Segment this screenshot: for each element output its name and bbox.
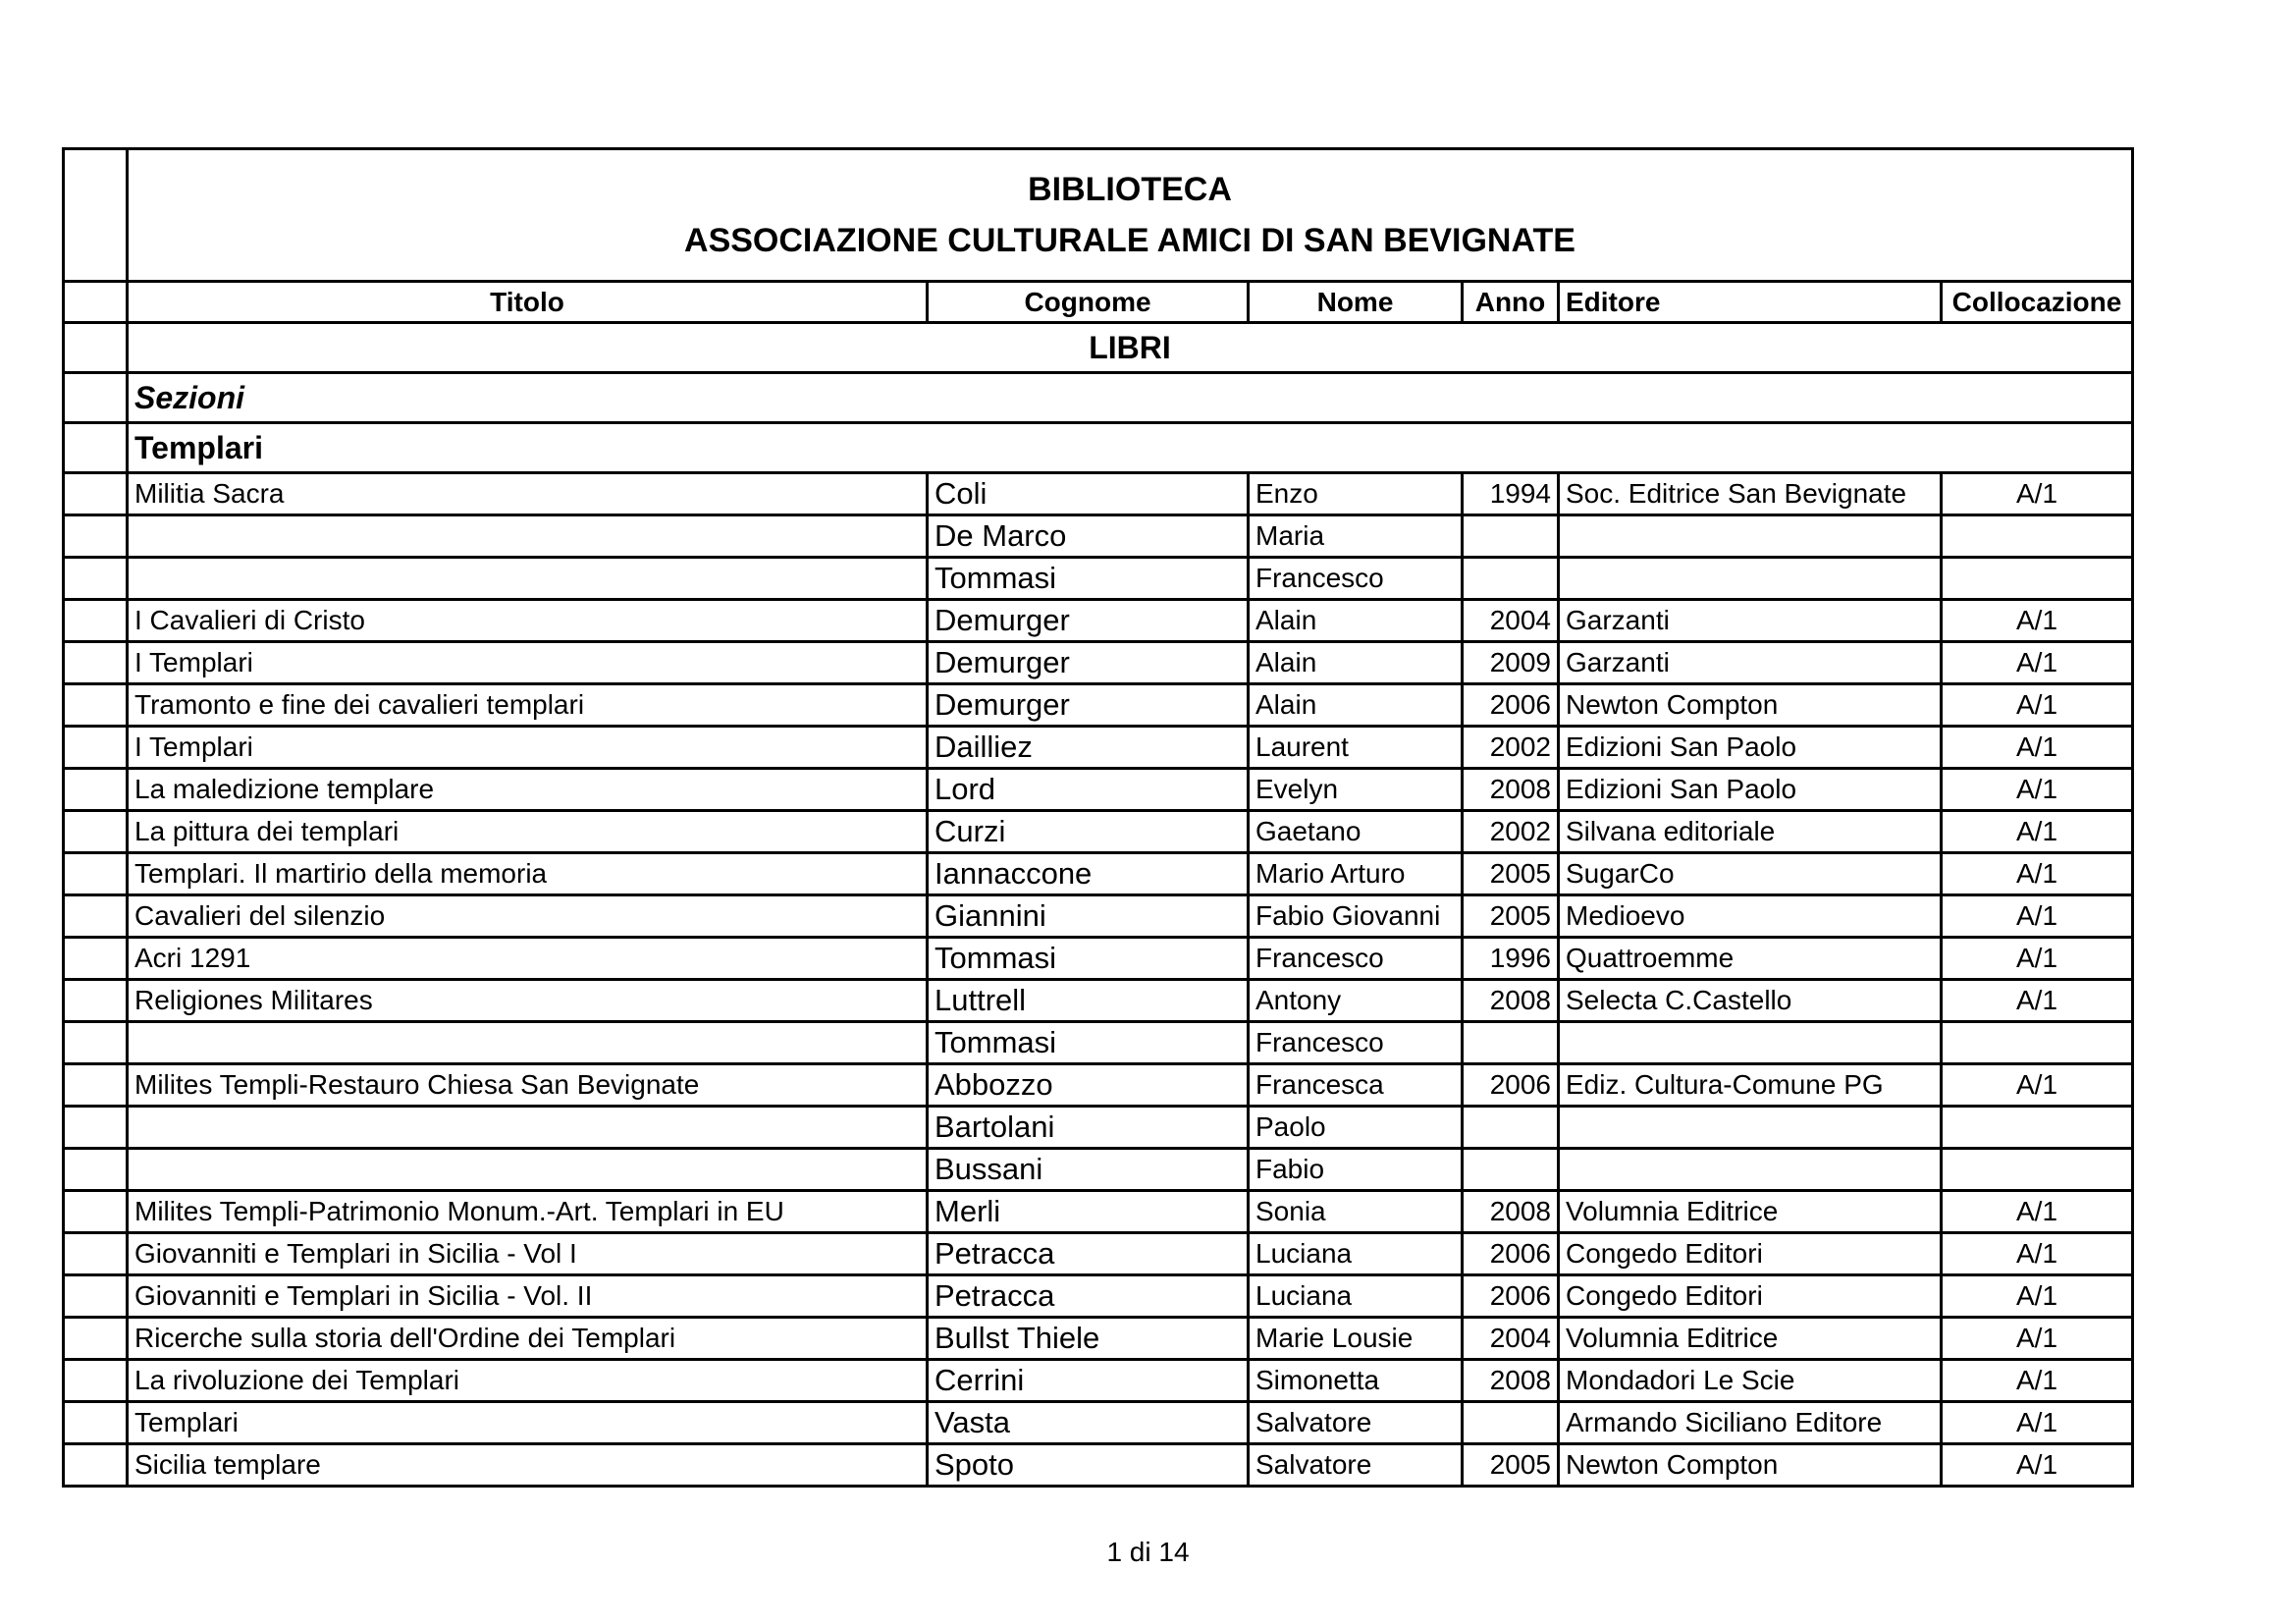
cell-titolo <box>128 1149 928 1191</box>
cell-anno <box>1463 1022 1559 1064</box>
cell-editore: Soc. Editrice San Bevignate <box>1559 473 1942 515</box>
cell-cognome: Luttrell <box>928 980 1249 1022</box>
cell-nome: Laurent <box>1249 727 1463 769</box>
table-row <box>64 1107 2133 1149</box>
cell-cognome: Abbozzo <box>928 1064 1249 1107</box>
cell-anno: 2006 <box>1463 1275 1559 1318</box>
cell-nome: Luciana <box>1249 1233 1463 1275</box>
cell-collocazione <box>1942 515 2133 558</box>
cell-nome: Enzo <box>1249 473 1463 515</box>
cell-titolo: Religiones Militares <box>128 980 928 1022</box>
cell-cognome: Cerrini <box>928 1360 1249 1402</box>
cell-editore: Newton Compton <box>1559 684 1942 727</box>
cell-editore: Newton Compton <box>1559 1444 1942 1487</box>
cell-nome: Salvatore <box>1249 1402 1463 1444</box>
cell-editore: Garzanti <box>1559 642 1942 684</box>
cell-collocazione: A/1 <box>1942 473 2133 515</box>
cell-collocazione: A/1 <box>1942 895 2133 938</box>
cell-nome: Francesco <box>1249 1022 1463 1064</box>
cell-titolo: Cavalieri del silenzio <box>128 895 928 938</box>
margin-cell <box>64 282 128 323</box>
cell-titolo: Giovanniti e Templari in Sicilia - Vol. II <box>128 1275 928 1318</box>
section-row-templari <box>64 423 2133 473</box>
cell-cognome: Bullst Thiele <box>928 1318 1249 1360</box>
cell-cognome: De Marco <box>928 515 1249 558</box>
cell-anno: 2005 <box>1463 1444 1559 1487</box>
cell-cognome: Tommasi <box>928 1022 1249 1064</box>
cell-editore: Quattroemme <box>1559 938 1942 980</box>
cell-cognome: Iannaccone <box>928 853 1249 895</box>
cell-cognome: Demurger <box>928 684 1249 727</box>
column-header-cognome: Cognome <box>928 282 1249 323</box>
table-row <box>64 769 2133 811</box>
cell-cognome: Petracca <box>928 1275 1249 1318</box>
cell-collocazione <box>1942 1149 2133 1191</box>
section-row-sezioni <box>64 373 2133 423</box>
margin-cell <box>64 1402 128 1444</box>
margin-cell <box>64 515 128 558</box>
cell-anno: 1994 <box>1463 473 1559 515</box>
cell-cognome: Bussani <box>928 1149 1249 1191</box>
cell-nome: Simonetta <box>1249 1360 1463 1402</box>
margin-cell <box>64 373 128 423</box>
cell-titolo: La pittura dei templari <box>128 811 928 853</box>
cell-nome: Mario Arturo <box>1249 853 1463 895</box>
cell-anno <box>1463 1402 1559 1444</box>
cell-anno: 2008 <box>1463 1191 1559 1233</box>
cell-titolo: I Templari <box>128 642 928 684</box>
cell-anno: 2009 <box>1463 642 1559 684</box>
cell-editore <box>1559 1107 1942 1149</box>
cell-titolo: Militia Sacra <box>128 473 928 515</box>
cell-cognome: Demurger <box>928 642 1249 684</box>
cell-editore: Congedo Editori <box>1559 1233 1942 1275</box>
cell-cognome: Dailliez <box>928 727 1249 769</box>
cell-titolo: I Templari <box>128 727 928 769</box>
cell-nome: Antony <box>1249 980 1463 1022</box>
cell-anno <box>1463 1149 1559 1191</box>
cell-nome: Francesca <box>1249 1064 1463 1107</box>
cell-editore: Congedo Editori <box>1559 1275 1942 1318</box>
cell-titolo: Milites Templi-Patrimonio Monum.-Art. Templari in EU <box>128 1191 928 1233</box>
cell-anno: 2005 <box>1463 895 1559 938</box>
cell-collocazione: A/1 <box>1942 684 2133 727</box>
margin-cell <box>64 558 128 600</box>
margin-cell <box>64 1275 128 1318</box>
cell-titolo: Templari <box>128 1402 928 1444</box>
title-line-association: ASSOCIAZIONE CULTURALE AMICI DI SAN BEVIGNATE <box>684 222 1575 259</box>
margin-cell <box>64 642 128 684</box>
cell-collocazione: A/1 <box>1942 1444 2133 1487</box>
cell-collocazione: A/1 <box>1942 1191 2133 1233</box>
section-label-templari: Templari <box>128 423 2133 473</box>
margin-cell <box>64 895 128 938</box>
table-row <box>64 600 2133 642</box>
cell-cognome: Lord <box>928 769 1249 811</box>
table-row <box>64 1149 2133 1191</box>
cell-anno: 2002 <box>1463 727 1559 769</box>
cell-editore: Garzanti <box>1559 600 1942 642</box>
margin-cell <box>64 1022 128 1064</box>
cell-anno: 2004 <box>1463 600 1559 642</box>
cell-nome: Francesco <box>1249 938 1463 980</box>
cell-titolo <box>128 515 928 558</box>
table-row <box>64 1191 2133 1233</box>
table-row <box>64 980 2133 1022</box>
margin-cell <box>64 980 128 1022</box>
cell-titolo <box>128 1022 928 1064</box>
cell-cognome: Demurger <box>928 600 1249 642</box>
column-header-editore: Editore <box>1559 282 1942 323</box>
cell-editore <box>1559 1149 1942 1191</box>
title-line-biblioteca: BIBLIOTECA <box>1028 171 1232 208</box>
column-header-anno: Anno <box>1463 282 1559 323</box>
cell-editore: Silvana editoriale <box>1559 811 1942 853</box>
library-catalog-table <box>62 147 2134 1488</box>
cell-titolo <box>128 558 928 600</box>
cell-collocazione: A/1 <box>1942 1275 2133 1318</box>
column-header-collocazione: Collocazione <box>1942 282 2133 323</box>
cell-collocazione: A/1 <box>1942 1318 2133 1360</box>
cell-nome: Sonia <box>1249 1191 1463 1233</box>
cell-nome: Marie Lousie <box>1249 1318 1463 1360</box>
cell-nome: Luciana <box>1249 1275 1463 1318</box>
table-row <box>64 642 2133 684</box>
table-row <box>64 1402 2133 1444</box>
cell-editore: Volumnia Editrice <box>1559 1191 1942 1233</box>
cell-editore: Edizioni San Paolo <box>1559 769 1942 811</box>
cell-titolo: Tramonto e fine dei cavalieri templari <box>128 684 928 727</box>
margin-cell <box>64 149 128 282</box>
cell-collocazione: A/1 <box>1942 727 2133 769</box>
cell-collocazione <box>1942 1022 2133 1064</box>
table-row <box>64 1064 2133 1107</box>
cell-collocazione: A/1 <box>1942 1402 2133 1444</box>
column-header-titolo: Titolo <box>128 282 928 323</box>
cell-editore <box>1559 1022 1942 1064</box>
cell-anno: 2008 <box>1463 980 1559 1022</box>
table-row <box>64 1233 2133 1275</box>
margin-cell <box>64 727 128 769</box>
cell-titolo: Giovanniti e Templari in Sicilia - Vol I <box>128 1233 928 1275</box>
section-row-libri <box>64 323 2133 373</box>
margin-cell <box>64 1233 128 1275</box>
table-row <box>64 853 2133 895</box>
table-row <box>64 1444 2133 1487</box>
cell-anno: 2005 <box>1463 853 1559 895</box>
cell-titolo: La rivoluzione dei Templari <box>128 1360 928 1402</box>
cell-editore <box>1559 558 1942 600</box>
margin-cell <box>64 1360 128 1402</box>
margin-cell <box>64 853 128 895</box>
cell-nome: Maria <box>1249 515 1463 558</box>
cell-cognome: Giannini <box>928 895 1249 938</box>
cell-cognome: Tommasi <box>928 558 1249 600</box>
cell-nome: Fabio Giovanni <box>1249 895 1463 938</box>
cell-editore: Armando Siciliano Editore <box>1559 1402 1942 1444</box>
cell-collocazione: A/1 <box>1942 642 2133 684</box>
cell-titolo: Acri 1291 <box>128 938 928 980</box>
cell-collocazione <box>1942 1107 2133 1149</box>
cell-cognome: Merli <box>928 1191 1249 1233</box>
cell-titolo: Ricerche sulla storia dell'Ordine dei Templari <box>128 1318 928 1360</box>
cell-collocazione: A/1 <box>1942 1064 2133 1107</box>
cell-collocazione: A/1 <box>1942 811 2133 853</box>
cell-cognome: Vasta <box>928 1402 1249 1444</box>
margin-cell <box>64 1318 128 1360</box>
cell-collocazione: A/1 <box>1942 1360 2133 1402</box>
cell-nome: Gaetano <box>1249 811 1463 853</box>
cell-anno: 2006 <box>1463 1064 1559 1107</box>
cell-editore: Edizioni San Paolo <box>1559 727 1942 769</box>
margin-cell <box>64 769 128 811</box>
margin-cell <box>64 811 128 853</box>
cell-collocazione: A/1 <box>1942 769 2133 811</box>
cell-titolo: La maledizione templare <box>128 769 928 811</box>
cell-anno: 2008 <box>1463 769 1559 811</box>
cell-editore: Selecta C.Castello <box>1559 980 1942 1022</box>
table-row <box>64 1318 2133 1360</box>
cell-cognome: Curzi <box>928 811 1249 853</box>
cell-nome: Francesco <box>1249 558 1463 600</box>
title-row <box>64 149 2133 282</box>
cell-nome: Evelyn <box>1249 769 1463 811</box>
cell-nome: Salvatore <box>1249 1444 1463 1487</box>
cell-titolo: I Cavalieri di Cristo <box>128 600 928 642</box>
cell-anno: 2002 <box>1463 811 1559 853</box>
margin-cell <box>64 323 128 373</box>
cell-titolo: Milites Templi-Restauro Chiesa San Bevignate <box>128 1064 928 1107</box>
margin-cell <box>64 600 128 642</box>
table-row <box>64 1022 2133 1064</box>
table-row <box>64 515 2133 558</box>
table-row <box>64 1275 2133 1318</box>
table-row <box>64 727 2133 769</box>
cell-cognome: Petracca <box>928 1233 1249 1275</box>
table-row <box>64 1360 2133 1402</box>
document-title <box>128 149 2133 282</box>
table-row <box>64 938 2133 980</box>
section-label-sezioni: Sezioni <box>128 373 2133 423</box>
cell-anno <box>1463 558 1559 600</box>
cell-collocazione <box>1942 558 2133 600</box>
cell-cognome: Tommasi <box>928 938 1249 980</box>
cell-titolo: Templari. Il martirio della memoria <box>128 853 928 895</box>
cell-anno <box>1463 515 1559 558</box>
column-header-row <box>64 282 2133 323</box>
cell-editore: Volumnia Editrice <box>1559 1318 1942 1360</box>
margin-cell <box>64 1191 128 1233</box>
cell-collocazione: A/1 <box>1942 600 2133 642</box>
page-number: 1 di 14 <box>1106 1537 1190 1567</box>
table-row <box>64 684 2133 727</box>
margin-cell <box>64 473 128 515</box>
margin-cell <box>64 423 128 473</box>
margin-cell <box>64 1149 128 1191</box>
cell-editore: Ediz. Cultura-Comune PG <box>1559 1064 1942 1107</box>
cell-anno: 2008 <box>1463 1360 1559 1402</box>
cell-titolo: Sicilia templare <box>128 1444 928 1487</box>
section-label-libri: LIBRI <box>128 323 2133 373</box>
cell-anno <box>1463 1107 1559 1149</box>
margin-cell <box>64 684 128 727</box>
cell-collocazione: A/1 <box>1942 980 2133 1022</box>
cell-nome: Alain <box>1249 684 1463 727</box>
cell-nome: Alain <box>1249 600 1463 642</box>
cell-cognome: Coli <box>928 473 1249 515</box>
cell-cognome: Spoto <box>928 1444 1249 1487</box>
table-row <box>64 811 2133 853</box>
cell-editore <box>1559 515 1942 558</box>
cell-anno: 2006 <box>1463 684 1559 727</box>
margin-cell <box>64 1064 128 1107</box>
cell-editore: SugarCo <box>1559 853 1942 895</box>
cell-collocazione: A/1 <box>1942 1233 2133 1275</box>
column-header-nome: Nome <box>1249 282 1463 323</box>
cell-anno: 2006 <box>1463 1233 1559 1275</box>
cell-nome: Fabio <box>1249 1149 1463 1191</box>
cell-editore: Medioevo <box>1559 895 1942 938</box>
table-row <box>64 558 2133 600</box>
cell-cognome: Bartolani <box>928 1107 1249 1149</box>
cell-anno: 2004 <box>1463 1318 1559 1360</box>
margin-cell <box>64 938 128 980</box>
table-row <box>64 895 2133 938</box>
cell-nome: Alain <box>1249 642 1463 684</box>
cell-titolo <box>128 1107 928 1149</box>
cell-nome: Paolo <box>1249 1107 1463 1149</box>
margin-cell <box>64 1444 128 1487</box>
cell-collocazione: A/1 <box>1942 938 2133 980</box>
table-row <box>64 473 2133 515</box>
cell-editore: Mondadori Le Scie <box>1559 1360 1942 1402</box>
margin-cell <box>64 1107 128 1149</box>
cell-anno: 1996 <box>1463 938 1559 980</box>
cell-collocazione: A/1 <box>1942 853 2133 895</box>
